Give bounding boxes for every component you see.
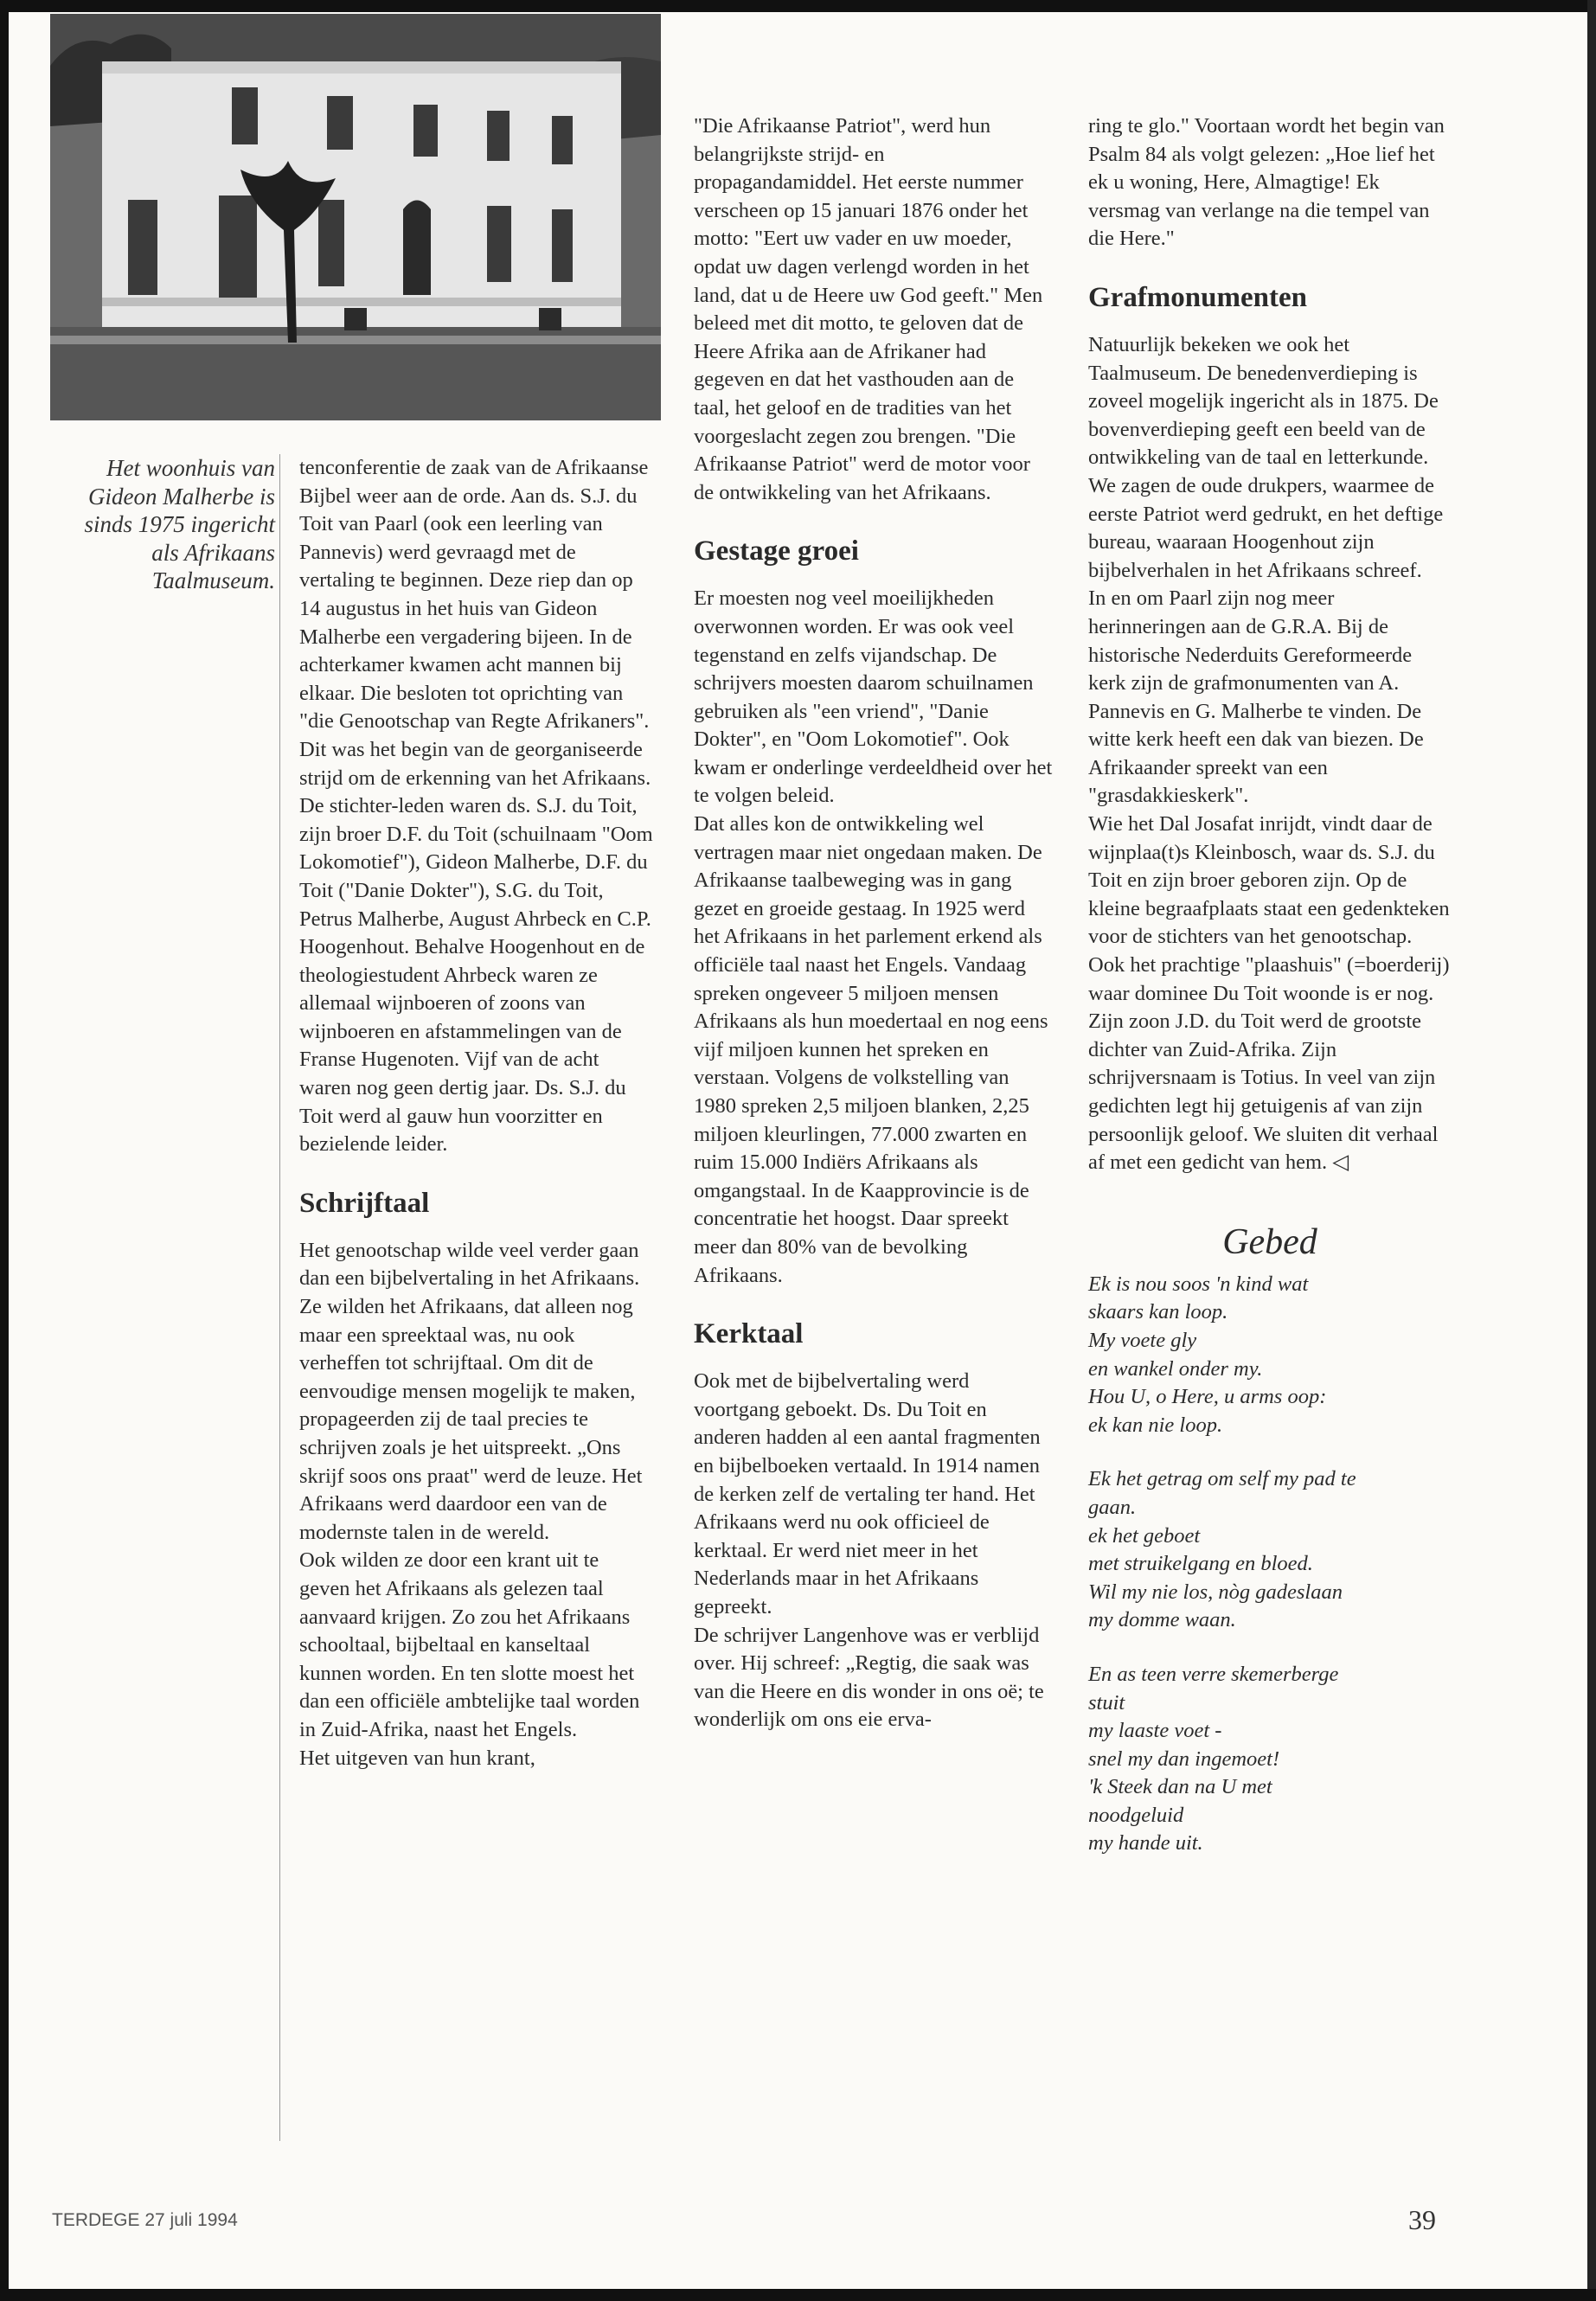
scan-border-bottom	[0, 2289, 1596, 2301]
poem-line: Ek is nou soos 'n kind wat	[1088, 1272, 1309, 1296]
paragraph: tenconferentie de zaak van de Afrikaanse Bijbel weer aan de orde. Aan ds. S.J. du Toit van Paarl (ook een leerling van Pannevis) werd gevraagd met de vertaling te beginnen. Deze riep dan op 14 augustus in het huis van Gideon Malherbe een vergadering bijeen. In de achterkamer kwamen acht mannen bij elkaar. Die besloten tot oprichting van "die Genootschap van Regte Afrikaners".	[299, 456, 650, 734]
poem-line: My voete gly	[1088, 1328, 1197, 1352]
paragraph: De schrijver Langenhove was er verblijd over. Hij schreef: „Regtig, die saak was van die Heere en dis wonder in ons oë; te wonderlijk om ons eie erva-	[694, 1623, 1044, 1732]
paragraph: Natuurlijk bekeken we ook het Taalmuseum. De benedenverdieping is zoveel mogelijk ingericht als in 1875. De bovenverdieping geeft een beeld van de ontwikkeling van de taal en letterkunde. We zagen de oude drukpers, waarmee de eerste Patriot werd gedrukt, en het deftige bureau, waaraan Hoogenhout zijn bijbelverhalen in het Afrikaans schreef.	[1088, 332, 1444, 582]
poem-line: my hande uit.	[1088, 1831, 1203, 1856]
poem-line: Hou U, o Here, u arms oop:	[1088, 1385, 1327, 1409]
poem-line: ek kan nie loop.	[1088, 1413, 1223, 1437]
poem-title: Gebed	[1222, 1221, 1317, 1262]
scan-border-top	[0, 0, 1596, 12]
poem-line: Wil my nie los, nòg gadeslaan	[1088, 1580, 1343, 1604]
poem-line: met struikelgang en bloed.	[1088, 1552, 1313, 1576]
poem-line: snel my dan ingemoet!	[1088, 1747, 1280, 1771]
scan-border-right	[1587, 0, 1596, 2301]
caption-text: Het woonhuis van Gideon Malherbe is sinds 1975 ingericht als Afrikaans Taalmuseum.	[84, 455, 275, 593]
house-photo	[50, 14, 661, 420]
poem-line: noodgeluid	[1088, 1803, 1184, 1827]
paragraph: Dit was het begin van de georganiseerde strijd om de erkenning van het Afrikaans. De stichter-leden waren ds. S.J. du Toit, zijn broer D.F. du Toit (schuilnaam "Oom Lokomotief"), Gideon Malherbe, D.F. du Toit ("Danie Dokter"), S.G. du Toit, Petrus Malherbe, August Ahrbeck en C.P. Hoogenhout. Behalve Hoogenhout en de theologiestudent Ahrbeck waren ze allemaal wijnboeren of zoons van wijnboeren en afstammelingen van de Franse Hugenoten. Vijf van de acht waren nog geen dertig jaar. Ds. S.J. du Toit werd al gauw hun voorzitter en bezielende leider.	[299, 737, 653, 1157]
column-divider	[279, 454, 280, 2141]
paragraph: ring te glo." Voortaan wordt het begin van Psalm 84 als volgt gelezen: „Hoe lief het ek u woning, Here, Almagtige! Ek versmag van verlange na die tempel van die Here."	[1088, 114, 1445, 251]
poem-stanza	[1088, 1271, 1452, 1440]
section-heading-kerktaal: Kerktaal	[694, 1318, 804, 1350]
poem-stanza	[1088, 1465, 1452, 1635]
paragraph: Het uitgeven van hun krant,	[299, 1746, 535, 1770]
paragraph: Er moesten nog veel moeilijkheden overwonnen worden. Er was ook veel tegenstand en zelfs vijandschap. De schrijvers moesten daarom schuilnamen gebruiken als "een vriend", "Danie Dokter", en "Oom Lokomotief". Ook kwam er onderlinge verdeeldheid over het te volgen beleid.	[694, 586, 1053, 808]
photo-caption	[52, 454, 275, 595]
poem-line: gaan.	[1088, 1495, 1137, 1519]
page-number: 39	[1408, 2204, 1436, 2235]
poem-line: my laaste voet -	[1088, 1719, 1222, 1743]
paragraph: Wie het Dal Josafat inrijdt, vindt daar de wijnplaa(t)s Kleinbosch, waar ds. S.J. du Toit en zijn broer geboren zijn. Op de kleine begraafplaats staat een gedenkteken voor de stichters van het genootschap. Ook het prachtige "plaashuis" (=boerderij) waar dominee Du Toit woonde is er nog. Zijn zoon J.D. du Toit werd de grootste dichter van Zuid-Afrika. Zijn schrijversnaam is Totius. In veel van zijn gedichten legt hij getuigenis af van zijn persoonlijk geloof. We sluiten dit verhaal af met een gedicht van hem. ◁	[1088, 812, 1450, 1175]
paragraph: Het genootschap wilde veel verder gaan dan een bijbelvertaling in het Afrikaans. Ze wilden het Afrikaans, dat alleen nog maar een spreektaal was, nu ook verheffen tot schrijftaal. Om dit de eenvoudige mensen mogelijk te maken, propageerden zij de taal precies te schrijven zoals je het uitspreekt. „Ons skrijf soos ons praat" werd de leuze. Het Afrikaans werd daardoor een van de modernste talen in de wereld.	[299, 1238, 643, 1544]
poem-line: ek het geboet	[1088, 1523, 1201, 1548]
poem	[1088, 1271, 1452, 1858]
poem-line: skaars kan loop.	[1088, 1300, 1228, 1324]
house-illustration	[50, 14, 661, 420]
paragraph: Dat alles kon de ontwikkeling wel vertragen maar niet ongedaan maken. De Afrikaanse taalbeweging was in gang gezet en groeide gestaag. In 1925 werd het Afrikaans in het parlement erkend als officiële taal naast het Engels. Vandaag spreken ongeveer 5 miljoen mensen Afrikaans als hun moedertaal en nog eens vijf miljoen kunnen het spreken en verstaan. Volgens de volkstelling van 1980 spreken 2,5 miljoen blanken, 2,25 miljoen kleurlingen, 77.000 zwarten en ruim 15.000 Indiërs Afrikaans als omgangstaal. In de Kaapprovincie is de concentratie het hoogst. Daar spreekt meer dan 80% van de bevolking Afrikaans.	[694, 812, 1048, 1287]
poem-line: Ek het getrag om self my pad te	[1088, 1467, 1356, 1491]
poem-line: 'k Steek dan na U met	[1088, 1775, 1272, 1799]
section-heading-grafmonumenten: Grafmonumenten	[1088, 281, 1307, 313]
paragraph: Ook wilden ze door een krant uit te geven het Afrikaans als gelezen taal aanvaard krijgen. Zo zou het Afrikaans schooltaal, bijbeltaal en kanseltaal kunnen worden. En ten slotte moest het dan een officiële ambtelijke taal worden in Zuid-Afrika, naast het Engels.	[299, 1548, 640, 1741]
poem-line: en wankel onder my.	[1088, 1356, 1263, 1381]
poem-line: stuit	[1088, 1690, 1125, 1715]
poem-line: En as teen verre skemerberge	[1088, 1662, 1339, 1686]
poem-line: my domme waan.	[1088, 1608, 1236, 1632]
section-heading-gestage-groei: Gestage groei	[694, 535, 859, 567]
paragraph: In en om Paarl zijn nog meer herinneringen aan de G.R.A. Bij de historische Nederduits Gereformeerde kerk zijn de grafmonumenten van A. Pannevis en G. Malherbe te vinden. De witte kerk heeft een dak van biezen. De Afrikaander spreekt van een "grasdakkieskerk".	[1088, 586, 1424, 808]
article-column-2	[694, 112, 1053, 1734]
scan-border-left	[0, 0, 9, 2301]
section-heading-schrijftaal: Schrijftaal	[299, 1187, 430, 1219]
publication-footer: TERDEGE 27 juli 1994	[52, 2210, 238, 2230]
article-column-3	[1088, 112, 1452, 1884]
poem-stanza	[1088, 1661, 1452, 1858]
article-column-1	[299, 454, 654, 1772]
paragraph: Ook met de bijbelvertaling werd voortgang geboekt. Ds. Du Toit en anderen hadden al een aantal fragmenten en bijbelboeken vertaald. In 1914 namen de kerken zelf de vertaling ter hand. Het Afrikaans werd nu ook officieel de kerktaal. Er werd niet meer in het Nederlands maar in het Afrikaans gepreekt.	[694, 1369, 1041, 1618]
paragraph: "Die Afrikaanse Patriot", werd hun belangrijkste strijd- en propagandamiddel. Het eerste nummer verscheen op 15 januari 1876 onder het motto: "Eert uw vader en uw moeder, opdat uw dagen verlengd worden in het land, dat u de Heere uw God geeft." Men beleed met dit motto, te geloven dat de Heere Afrika aan de Afrikaner had gegeven en dat het vasthouden aan de taal, het geloof en de tradities van het voorgeslacht zegen zou brengen. "Die Afrikaanse Patriot" werd de motor voor de ontwikkeling van het Afrikaans.	[694, 114, 1043, 504]
